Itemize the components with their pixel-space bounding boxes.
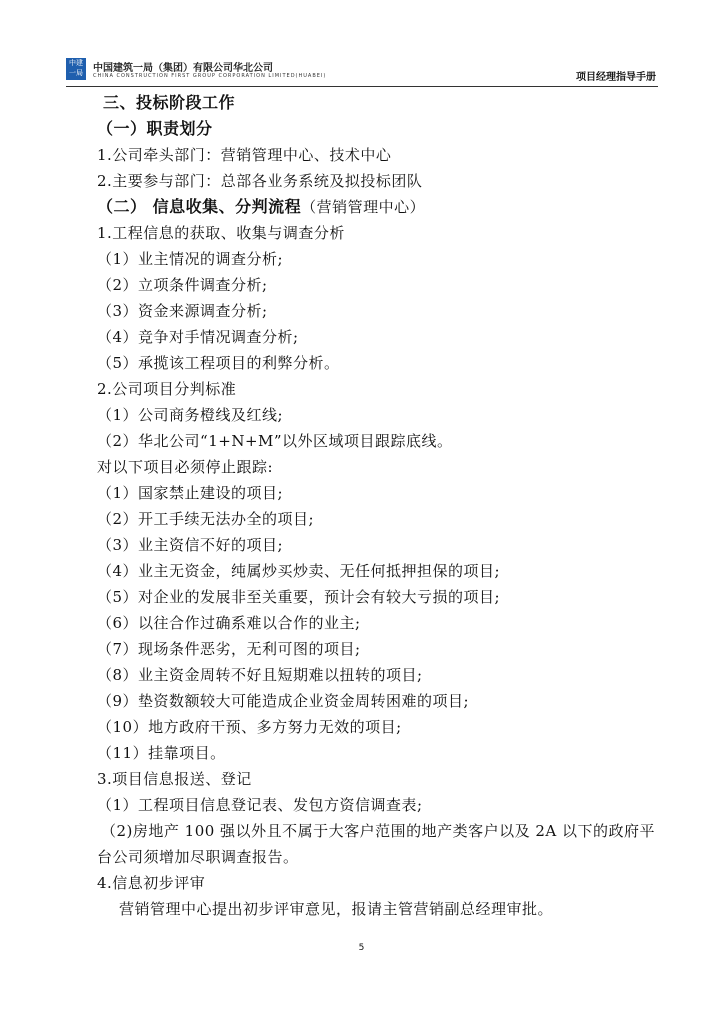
list-item: （2）立项条件调查分析;	[97, 276, 268, 294]
list-item: （1）公司商务橙线及红线;	[97, 406, 284, 424]
list-item: （4）竞争对手情况调查分析;	[97, 328, 299, 346]
subsection-title-2-text: （二） 信息收集、分判流程	[97, 197, 302, 216]
list-item: （3）资金来源调查分析;	[97, 302, 268, 320]
subsection-title-2-note: （营销管理中心）	[301, 198, 426, 216]
list-item: （3）业主资信不好的项目;	[97, 536, 284, 554]
list-item: （5）承揽该工程项目的利弊分析。	[97, 354, 340, 372]
item-title: 4.信息初步评审	[97, 874, 206, 892]
company-name-cn: 中国建筑一局（集团）有限公司华北公司	[93, 63, 273, 74]
subsection-title-2	[97, 194, 662, 220]
item-title: 3.项目信息报送、登记	[97, 770, 252, 788]
manual-title: 项目经理指导手册	[576, 72, 656, 83]
list-item: （6）以往合作过确系难以合作的业主;	[97, 614, 361, 632]
list-item: （1）业主情况的调查分析;	[97, 250, 284, 268]
paragraph-line: 2.主要参与部门：总部各业务系统及拟投标团队	[97, 172, 423, 190]
paragraph-line: 营销管理中心提出初步评审意见，报请主管营销副总经理审批。	[119, 900, 554, 918]
company-name-en: CHINA CONSTRUCTION FIRST GROUP CORPORATION LIMITED(HUABEI)	[93, 73, 327, 79]
list-item: （1）工程项目信息登记表、发包方资信调查表;	[97, 796, 423, 814]
list-item: （9）垫资数额较大可能造成企业资金周转困难的项目;	[97, 692, 470, 710]
item-title: 2.公司项目分判标准	[97, 380, 237, 398]
page-header	[66, 56, 658, 86]
subsection-title-1: （一）职责划分	[97, 119, 213, 138]
list-item: （5）对企业的发展非至关重要，预计会有较大亏损的项目;	[97, 588, 501, 606]
list-item: （7）现场条件恶劣，无利可图的项目;	[97, 640, 361, 658]
list-item-wrapped: （2)房地产 100 强以外且不属于大客户范围的地产类客户以及 2A 以下的政府平台公司须增加尽职调查报告。	[97, 822, 655, 866]
company-logo-icon: 中建 一局	[66, 58, 86, 80]
paragraph-line: 对以下项目必须停止跟踪:	[97, 458, 274, 476]
list-item: （11）挂靠项目。	[97, 744, 226, 762]
item-title: 1.工程信息的获取、收集与调查分析	[97, 224, 345, 242]
list-item: （2）开工手续无法办全的项目;	[97, 510, 315, 528]
paragraph-line: 1.公司牵头部门：营销管理中心、技术中心	[97, 146, 392, 164]
list-item: （1）国家禁止建设的项目;	[97, 484, 284, 502]
document-body	[97, 90, 662, 922]
list-item: （2）华北公司“1+N+M”以外区域项目跟踪底线。	[97, 432, 453, 450]
section-title: 三、投标阶段工作	[103, 93, 236, 112]
list-item: （4）业主无资金，纯属炒买炒卖、无任何抵押担保的项目;	[97, 562, 501, 580]
list-item: （10）地方政府干预、多方努力无效的项目;	[97, 718, 402, 736]
header-divider	[66, 86, 658, 87]
list-item: （8）业主资金周转不好且短期难以扭转的项目;	[97, 666, 423, 684]
page-number: 5	[358, 943, 365, 953]
